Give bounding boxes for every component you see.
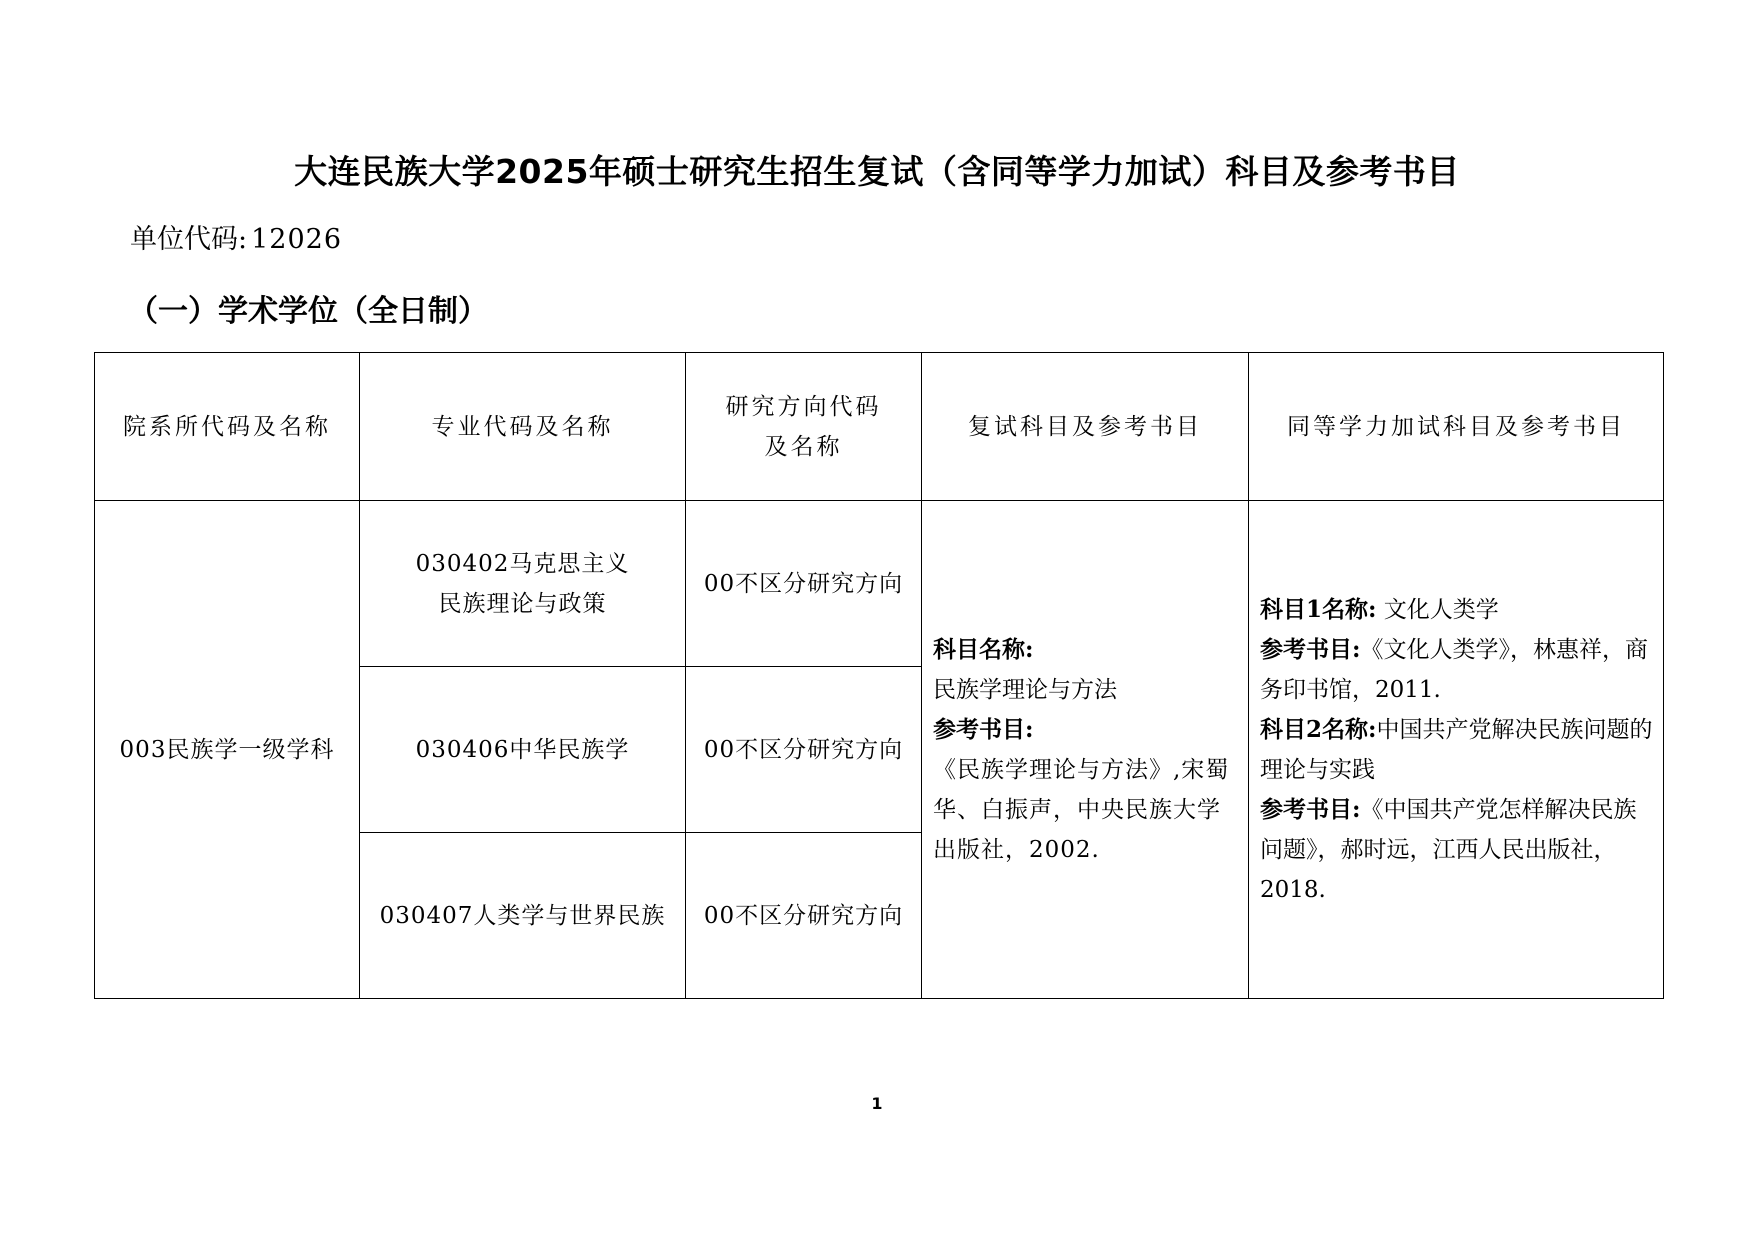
- equivalent-books2-value: 《中国共产党怎样解决民族问题》，郝时远，江西人民出版社，2018.: [1260, 796, 1637, 903]
- page-number: 1: [871, 1094, 883, 1113]
- equivalent-books1-label: 参考书目:: [1260, 635, 1361, 663]
- table-header-row: [95, 353, 1664, 501]
- direction-cell: 00不区分研究方向: [686, 501, 922, 667]
- header-retest: 复试科目及参考书目: [922, 353, 1249, 501]
- equivalent-books1-value: 《文化人类学》，林惠祥，商务印书馆，2011.: [1260, 636, 1648, 703]
- major-cell: 030407人类学与世界民族: [360, 833, 686, 999]
- table-row: [95, 501, 1664, 667]
- direction-cell: 00不区分研究方向: [686, 667, 922, 833]
- retest-books-label: 参考书目:: [933, 715, 1034, 743]
- equivalent-subject2-value: 中国共产党解决民族问题的理论与实践: [1260, 716, 1653, 783]
- header-major: 专业代码及名称: [360, 353, 686, 501]
- major-cell: 030406中华民族学: [360, 667, 686, 833]
- equivalent-books2-label: 参考书目:: [1260, 795, 1361, 823]
- direction-cell: 00不区分研究方向: [686, 833, 922, 999]
- equivalent-subject2-label: 科目2名称:: [1260, 715, 1377, 743]
- retest-subject-value: 民族学理论与方法: [933, 676, 1117, 703]
- unit-code-value: 12026: [251, 224, 343, 255]
- document-title: 大连民族大学2025年硕士研究生招生复试（含同等学力加试）科目及参考书目: [294, 152, 1460, 191]
- equivalent-subject1-value: 文化人类学: [1376, 596, 1499, 623]
- section-heading: （一）学术学位（全日制）: [128, 294, 488, 329]
- unit-code-line: [130, 222, 342, 258]
- header-department: 院系所代码及名称: [95, 353, 360, 501]
- retest-cell: [922, 501, 1249, 999]
- retest-subject-label: 科目名称:: [933, 635, 1034, 663]
- equivalent-cell: [1249, 501, 1664, 999]
- header-equivalent: 同等学力加试科目及参考书目: [1249, 353, 1664, 501]
- unit-code-label: 单位代码:: [130, 224, 248, 255]
- header-direction: 研究方向代码 及名称: [686, 353, 922, 501]
- major-cell: 030402马克思主义 民族理论与政策: [360, 501, 686, 667]
- equivalent-subject1-label: 科目1名称:: [1260, 595, 1377, 623]
- department-cell: 003民族学一级学科: [95, 501, 360, 999]
- subjects-table: [94, 352, 1664, 999]
- retest-books-value: 《民族学理论与方法》,宋蜀华、白振声，中央民族大学出版社，2002.: [933, 756, 1230, 863]
